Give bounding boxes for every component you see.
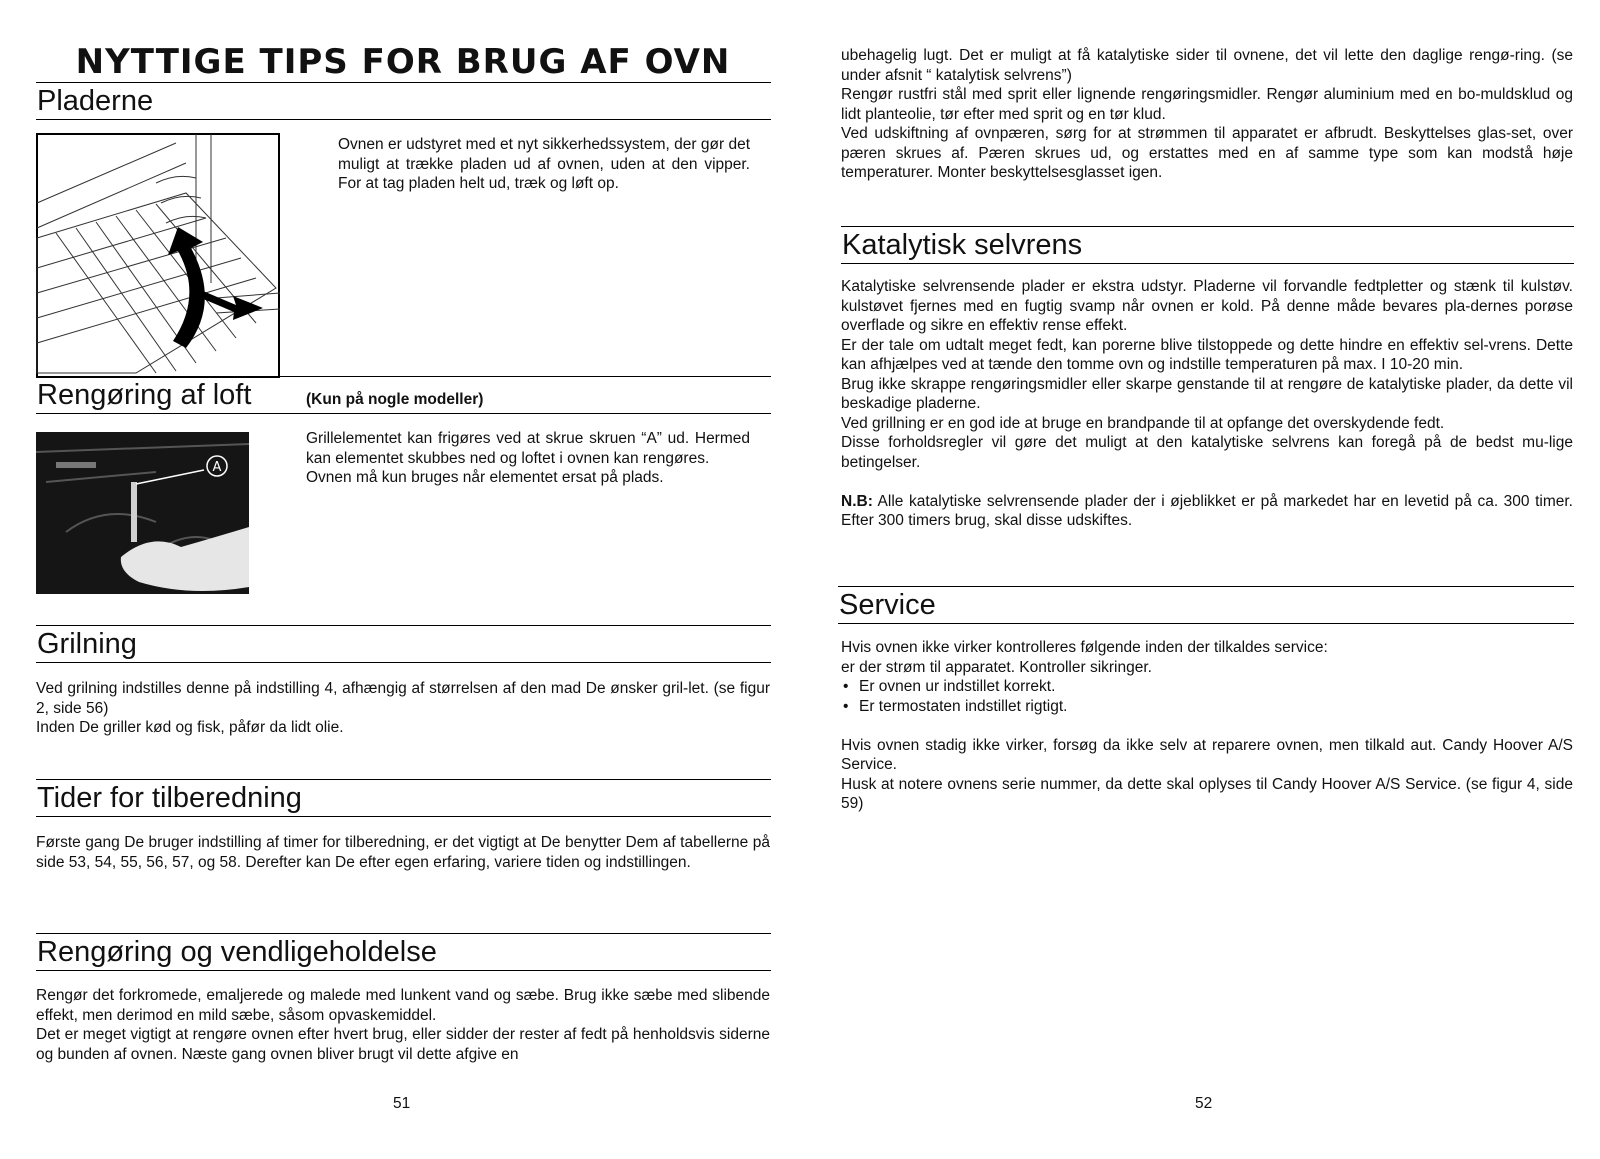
katalytisk-line: Er der tale om udtalt meget fedt, kan porerne blive tilstoppede og dette hindre en effektiv sel-vrens. Dette kan afhjælpes ved at tænde den tomme ovn og indstille temperaturen på max. I 10-20 min. (841, 336, 1573, 373)
service-intro-line: er der strøm til apparatet. Kontroller sikringer. (841, 658, 1152, 676)
katalytisk-line: Brug ikke skrappe rengøringsmidler eller skarpe genstande til at rengøre de katalytiske plader, da dette vil beskadige pladerne. (841, 375, 1573, 412)
service-outro-line: Hvis ovnen stadig ikke virker, forsøg da ikke selv at reparere ovnen, men tilkald aut. Candy Hoover A/S Service. (841, 736, 1573, 773)
service-outro (841, 736, 1573, 814)
service-outro-line: Husk at notere ovnens serie nummer, da dette skal oplyses til Candy Hoover A/S Service. (se figur 4, side 59) (841, 775, 1573, 812)
pladerne-text: Ovnen er udstyret med et nyt sikkerhedssystem, der gør det muligt at trække pladen ud af ovnen, uden at den vipper. For at tag pladen helt ud, træk og løft op. (338, 136, 750, 192)
loft-line: Ovnen må kun bruges når elementet ersat på plads. (306, 469, 664, 486)
checklist-item: • Er ovnen ur indstillet korrekt. (841, 677, 1573, 697)
page-number-left: 51 (393, 1095, 411, 1112)
katalytisk-line: Ved grillning er en god ide at bruge en brandpande til at opfange det overskydende fedt. (841, 414, 1445, 432)
continued-line: Rengør rustfri stål med sprit eller lignende rengøringsmidler. Rengør aluminium med en bo-muldsklud og lidt planteolie, tør efter med sprit og en tør klud. (841, 86, 1573, 123)
nb-text: Alle katalytiske selvrensende plader der i øjeblikket er på markedet har en levetid på ca. 300 timer. Efter 300 timers brug, skal disse udskiftes. (841, 492, 1573, 529)
loft-text (306, 429, 750, 488)
nb-paragraph (841, 492, 1573, 531)
service-checklist (841, 677, 1573, 716)
section-heading-service: Service (838, 586, 1574, 624)
loft-line: Grillelementet kan frigøres ved at skrue skruen “A” ud. Hermed kan elementet skubbes ned og loftet i ovnen kan rengøres. (306, 430, 750, 467)
rengoring-text (36, 986, 770, 1064)
rengoring-line: Rengør det forkromede, emaljerede og malede med lunkent vand og sæbe. Brug ikke sæbe med slibende effekt, men derimod en mild sæbe, såsom opvaskemiddel. (36, 987, 770, 1024)
section-heading-pladerne: Pladerne (36, 82, 771, 120)
katalytisk-line: Katalytiske selvrensende plader er ekstra udstyr. Pladerne vil forvandle fedtpletter og stænk til kulstøv. kulstøvet fjernes med en fugtig svamp når ovnen er kold. På denne måde bevares pla-dernes porøse overflade og sikre en effektiv rense effekt. (841, 278, 1573, 334)
models-note: (Kun på nogle modeller) (306, 391, 484, 408)
section-heading-grilning: Grilning (36, 625, 771, 663)
grilning-text (36, 679, 770, 738)
nb-label: N.B: (841, 492, 873, 510)
continued-line: ubehagelig lugt. Det er muligt at få katalytiske sider til ovnene, det vil lette den daglige rengø-ring. (se under afsnit “ katalytisk selvrens”) (841, 47, 1573, 84)
tider-text: Første gang De bruger indstilling af timer for tilberedning, er det vigtigt at De benytter Dem af tabellerne på side 53, 54, 55, 56, 57, og 58. Derefter kan De efter egen erfaring, variere tiden og indstillingen. (36, 834, 770, 871)
grilning-line: Inden De griller kød og fisk, påfør da lidt olie. (36, 719, 344, 736)
continued-line: Ved udskiftning af ovnpæren, sørg for at strømmen til apparatet er afbrudt. Beskyttelses glas-set, over pæren skrues af. Pæren skrues ud, og erstattes med en af samme type som kan modstå høje temperaturer. Monter beskyttelsesglasset igen. (841, 125, 1573, 181)
section-heading-loft: Rengøring af loft (36, 376, 771, 414)
katalytisk-line: Disse forholdsregler vil gøre det muligt at den katalytiske selvrens kan foregå på de bedst mu-lige betingelser. (841, 434, 1573, 471)
service-intro-line: Hvis ovnen ikke virker kontrolleres følgende inden der tilkaldes service: (841, 639, 1328, 656)
grill-element-photo (36, 432, 249, 594)
service-text (841, 638, 1573, 814)
label-a: A (212, 460, 222, 475)
katalytisk-text (841, 277, 1573, 531)
section-heading-tider: Tider for tilberedning (36, 779, 771, 817)
continued-text (841, 46, 1573, 183)
page-title: NYTTIGE TIPS FOR BRUG AF OVN (75, 42, 731, 82)
grilning-line: Ved grilning indstilles denne på indstilling 4, afhængig af størrelsen af den mad De ønsker gril-let. (se figur 2, side 56) (36, 680, 770, 717)
rengoring-line: Det er meget vigtigt at rengøre ovnen efter hvert brug, eller sidder der rester af fedt på henholdsvis siderne og bunden af ovnen. Næste gang ovnen bliver brugt vil dette afgive en (36, 1026, 770, 1063)
page-number-right: 52 (1195, 1095, 1213, 1112)
section-heading-rengoring: Rengøring og vendligeholdelse (36, 933, 771, 971)
checklist-item: • Er termostaten indstillet rigtigt. (841, 697, 1573, 717)
section-heading-katalytisk: Katalytisk selvrens (841, 226, 1574, 264)
oven-rack-illustration (36, 133, 281, 379)
